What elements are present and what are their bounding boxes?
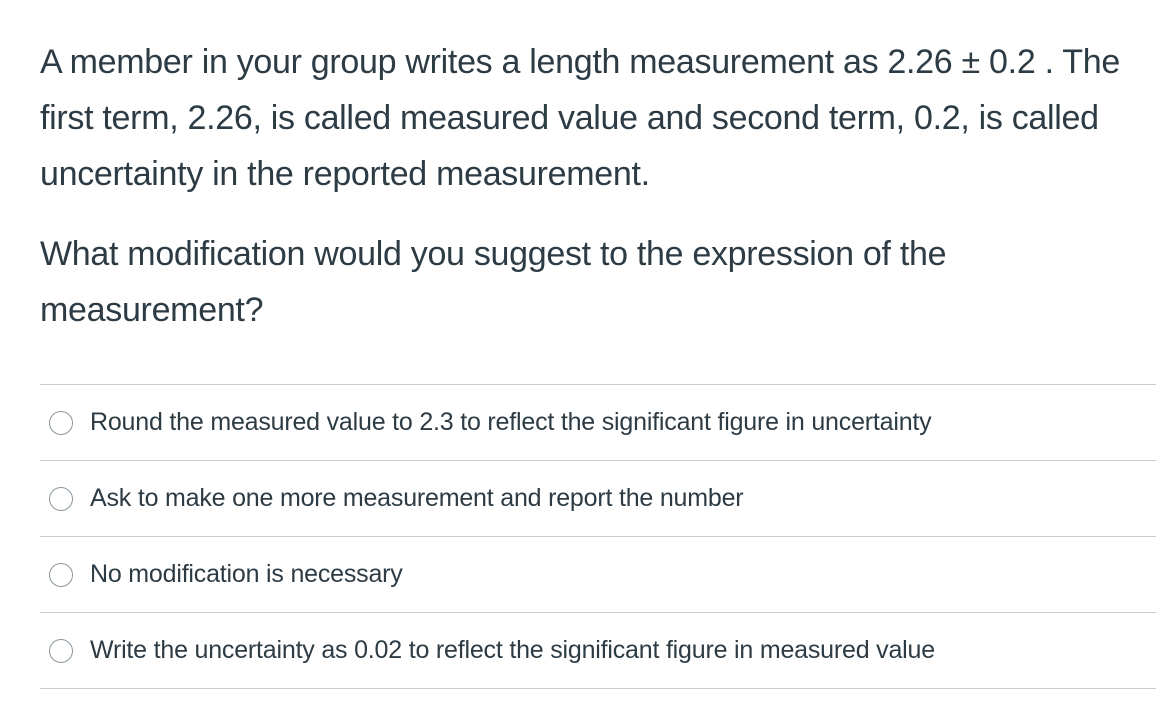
radio-button[interactable] [49,487,73,511]
question-prompt: What modification would you suggest to the expression of the measurement? [40,235,947,329]
answer-list [40,384,1156,689]
question-block [40,34,1120,338]
answer-label[interactable]: Ask to make one more measurement and report the number [90,484,744,512]
answer-option-3[interactable] [40,537,1156,613]
answer-label[interactable]: Round the measured value to 2.3 to reflect the significant figure in uncertainty [90,408,932,436]
answer-option-1[interactable] [40,385,1156,461]
answer-label[interactable]: No modification is necessary [90,560,403,588]
answer-option-4[interactable] [40,613,1156,689]
answer-option-2[interactable] [40,461,1156,537]
radio-button[interactable] [49,639,73,663]
question-stem: A member in your group writes a length measurement as 2.26 ± 0.2 . The first term, 2.26, is called measured value and second term, 0.2, is called uncertainty in the reported measurement. [40,43,1120,193]
radio-button[interactable] [49,563,73,587]
answer-label[interactable]: Write the uncertainty as 0.02 to reflect the significant figure in measured value [90,636,935,664]
radio-button[interactable] [49,411,73,435]
